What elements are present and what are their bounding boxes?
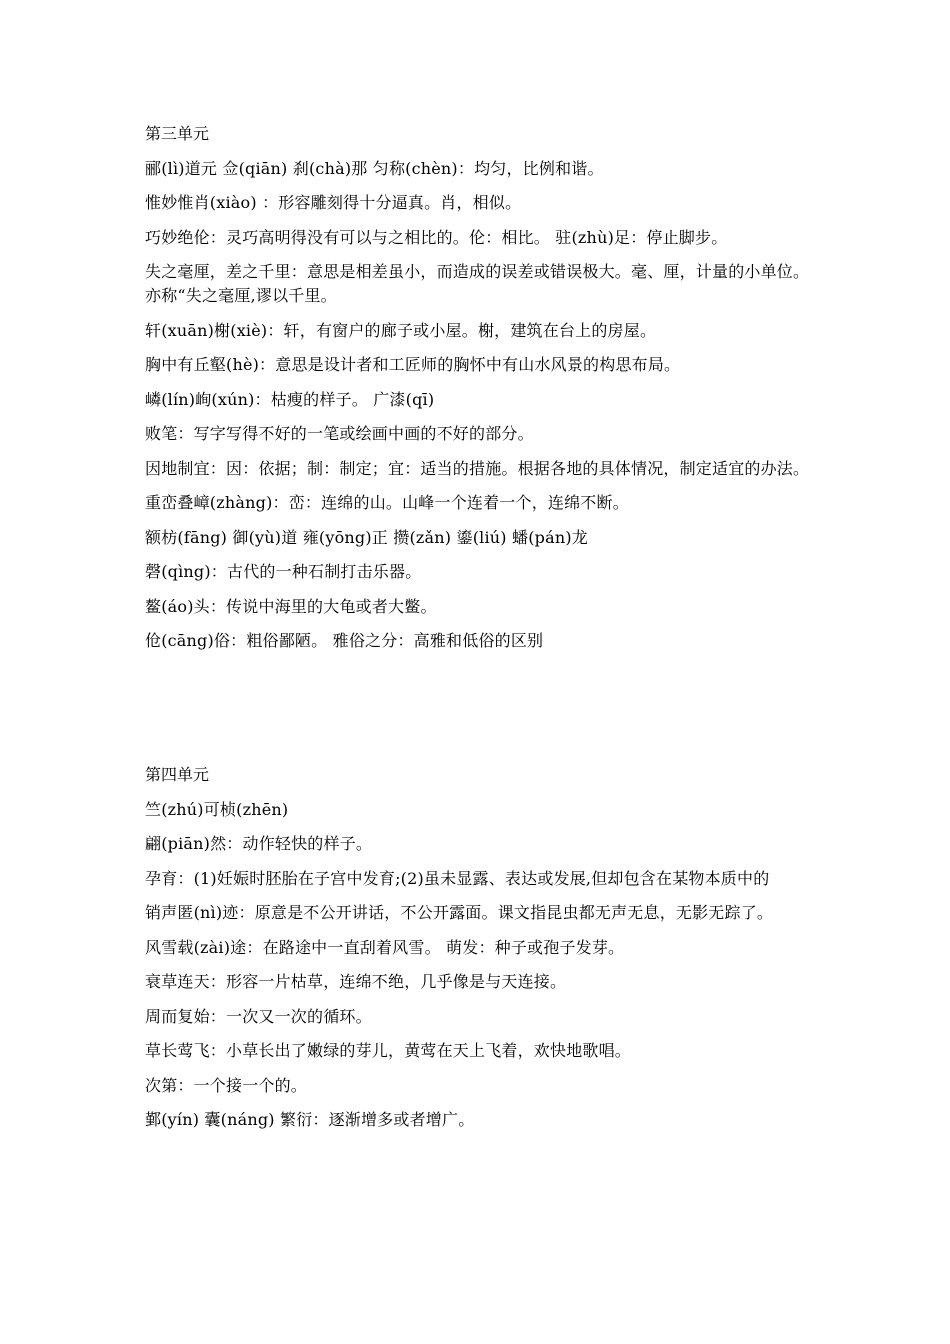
vocab-line: 销声匿(nì)迹：原意是不公开讲话，不公开露面。课文指昆虫都无声无息，无影无踪了。: [145, 903, 774, 922]
vocab-line: 轩(xuān)榭(xiè)：轩，有窗户的廊子或小屋。榭，建筑在台上的房屋。: [145, 320, 657, 340]
vocab-line: 嶙(lín)峋(xún)：枯瘦的样子。 广漆(qī): [145, 389, 435, 409]
vocab-line: 重峦叠嶂(zhàng)：峦：连绵的山。山峰一个连着一个，连绵不断。: [145, 493, 629, 512]
section-heading: 第四单元: [145, 765, 210, 784]
vocab-line: 失之毫厘，差之千里：意思是相差虽小，而造成的误差或错误极大。毫、厘，计量的小单位。亦称“失之毫厘,谬以千里。: [145, 262, 810, 305]
vocab-line: 败笔：写字写得不好的一笔或绘画中画的不好的部分。: [145, 424, 534, 443]
vocab-line: 鄞(yín) 囊(náng) 繁衍：逐渐增多或者增广。: [145, 1110, 475, 1129]
vocab-line: 次第：一个接一个的。: [145, 1075, 308, 1095]
vocab-line: 周而复始：一次又一次的循环。: [145, 1006, 372, 1026]
vocab-line: 额枋(fāng) 御(yù)道 雍(yōng)正 攒(zǎn) 鎏(liú) 蟠(pán)龙: [145, 527, 589, 547]
vocab-line: 磬(qìng)：古代的一种石制打击乐器。: [145, 562, 422, 581]
vocab-line: 巧妙绝伦：灵巧高明得没有可以与之相比的。伦：相比。 驻(zhù)足：停止脚步。: [145, 227, 728, 247]
vocab-line: 孕育：(1)妊娠时胚胎在子宫中发育;(2)虽未显露、表达或发展,但却包含在某物本质中的: [145, 868, 770, 888]
vocab-line: 草长莺飞：小草长出了嫩绿的芽儿，黄莺在天上飞着，欢快地歌唱。: [145, 1041, 632, 1060]
section-unit-3: [145, 122, 815, 664]
section-unit-4: [145, 763, 815, 1143]
section-heading: 第三单元: [145, 124, 210, 143]
vocab-line: 竺(zhú)可桢(zhēn): [145, 799, 289, 819]
vocab-line: 鳌(áo)头：传说中海里的大龟或者大鳖。: [145, 596, 437, 616]
vocab-line: 翩(piān)然：动作轻快的样子。: [145, 834, 373, 853]
vocab-line: 惟妙惟肖(xiào) ：形容雕刻得十分逼真。肖，相似。: [145, 193, 522, 212]
vocab-line: 因地制宜：因：依据；制：制定；宜：适当的措施。根据各地的具体情况，制定适宜的办法。: [145, 458, 810, 478]
vocab-line: 胸中有丘壑(hè)：意思是设计者和工匠师的胸怀中有山水风景的构思布局。: [145, 355, 681, 374]
vocab-line: 风雪载(zài)途：在路途中一直刮着风雪。 萌发：种子或孢子发芽。: [145, 937, 625, 957]
vocab-line: 伧(cāng)俗：粗俗鄙陋。 雅俗之分：高雅和低俗的区别: [145, 631, 544, 650]
vocab-line: 衰草连天：形容一片枯草，连绵不绝，几乎像是与天连接。: [145, 972, 567, 991]
vocab-line: 郦(lì)道元 佥(qiān) 刹(chà)那 匀称(chèn)：均匀，比例和谐。: [145, 158, 604, 178]
